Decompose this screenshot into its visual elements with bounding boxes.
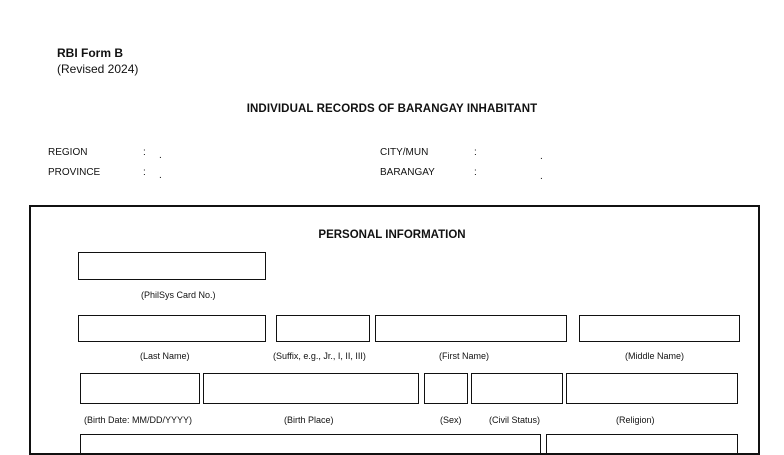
- city-separator: :: [474, 147, 477, 158]
- philsys-card-field[interactable]: [78, 252, 266, 280]
- religion-caption: (Religion): [616, 415, 655, 425]
- birth-date-caption: (Birth Date: MM/DD/YYYY): [84, 415, 193, 425]
- first-name-field[interactable]: [375, 315, 567, 342]
- city-label: CITY/MUN: [380, 147, 429, 158]
- middle-name-field[interactable]: [579, 315, 740, 342]
- region-separator: :: [143, 147, 146, 158]
- religion-field[interactable]: [566, 373, 738, 404]
- last-name-field[interactable]: [78, 315, 266, 342]
- document-title: INDIVIDUAL RECORDS OF BARANGAY INHABITANT: [246, 103, 538, 115]
- birth-date-field[interactable]: [80, 373, 200, 404]
- last-name-caption: (Last Name): [140, 351, 190, 361]
- province-separator: :: [143, 167, 146, 178]
- province-value[interactable]: .: [159, 170, 162, 181]
- barangay-separator: :: [474, 167, 477, 178]
- suffix-caption: (Suffix, e.g., Jr., I, II, III): [273, 351, 366, 361]
- sex-caption: (Sex): [440, 415, 462, 425]
- birth-place-caption: (Birth Place): [284, 415, 334, 425]
- region-label: REGION: [48, 147, 88, 158]
- next-row-field-1[interactable]: [80, 434, 541, 454]
- sex-field[interactable]: [424, 373, 468, 404]
- form-revision: (Revised 2024): [57, 62, 139, 76]
- province-label: PROVINCE: [48, 167, 101, 178]
- next-row-field-2[interactable]: [546, 434, 738, 454]
- civil-status-caption: (Civil Status): [489, 415, 541, 425]
- form-code: RBI Form B: [57, 46, 123, 60]
- middle-name-caption: (Middle Name): [625, 351, 685, 361]
- suffix-field[interactable]: [276, 315, 370, 342]
- barangay-value[interactable]: .: [540, 171, 543, 182]
- civil-status-field[interactable]: [471, 373, 563, 404]
- birth-place-field[interactable]: [203, 373, 419, 404]
- barangay-label: BARANGAY: [380, 167, 435, 178]
- region-value[interactable]: .: [159, 150, 162, 161]
- first-name-caption: (First Name): [439, 351, 489, 361]
- city-value[interactable]: .: [540, 151, 543, 162]
- philsys-caption: (PhilSys Card No.): [141, 290, 216, 300]
- personal-information-heading: PERSONAL INFORMATION: [318, 229, 466, 241]
